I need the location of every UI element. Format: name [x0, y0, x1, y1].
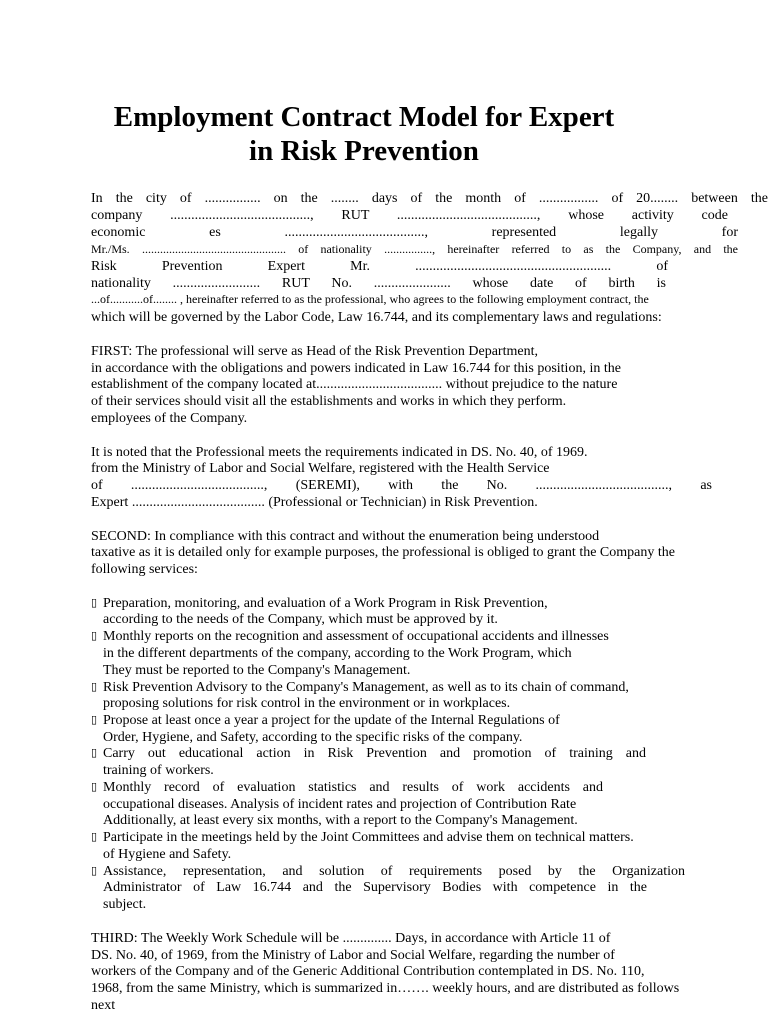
- list-item-continuation: of Hygiene and Safety.: [103, 847, 232, 862]
- list-item-continuation: Administrator of Law 16.744 and the Supervisory Bodies with competence in the: [103, 880, 647, 895]
- list-item: Propose at least once a year a project for the update of the Internal Regulations of: [103, 713, 560, 728]
- list-item: Monthly reports on the recognition and assessment of occupational accidents and illnesses: [103, 629, 609, 644]
- list-item-continuation: proposing solutions for risk control in the environment or in workplaces.: [103, 696, 511, 711]
- intro-line: which will be governed by the Labor Code, Law 16.744, and its complementary laws and regulations:: [91, 310, 662, 325]
- third-clause-line: next: [91, 998, 116, 1013]
- list-item: Preparation, monitoring, and evaluation of a Work Program in Risk Prevention,: [103, 596, 548, 611]
- intro-line: In the city of ................ on the ........ days of the month of ................. of 20........ between the: [91, 191, 768, 206]
- second-clause-line: following services:: [91, 562, 198, 577]
- list-item: Carry out educational action in Risk Prevention and promotion of training and: [103, 746, 646, 761]
- third-clause-line: DS. No. 40, of 1969, from the Ministry of Labor and Social Welfare, regarding the number of: [91, 948, 615, 963]
- list-item-continuation: subject.: [103, 897, 147, 912]
- first-clause-line: of their services should visit all the establishments and works in which they perform.: [91, 394, 567, 409]
- intro-line: Mr./Ms. ................................................ of nationality ................, hereinafter referred to as the Company, and the: [91, 242, 738, 256]
- noted-line: from the Ministry of Labor and Social Welfare, registered with the Health Service: [91, 461, 550, 476]
- first-clause-line: establishment of the company located at.................................... without prejudice to the nature: [91, 377, 618, 392]
- first-clause-line: FIRST: The professional will serve as Head of the Risk Prevention Department,: [91, 344, 538, 359]
- intro-line: economic es ........................................, represented legally for: [91, 225, 738, 240]
- list-item-continuation: in the different departments of the company, according to the Work Program, which: [103, 646, 572, 661]
- list-item: Monthly record of evaluation statistics and results of work accidents and: [103, 780, 603, 795]
- list-item-continuation: according to the needs of the Company, which must be approved by it.: [103, 612, 498, 627]
- list-item: Risk Prevention Advisory to the Company's Management, as well as to its chain of command,: [103, 680, 629, 695]
- bullet-icon: ▯: [91, 747, 98, 759]
- document-title: [0, 100, 728, 168]
- second-clause-line: SECOND: In compliance with this contract and without the enumeration being understood: [91, 529, 600, 544]
- list-item-continuation: training of workers.: [103, 763, 214, 778]
- third-clause-line: workers of the Company and of the Generic Additional Contribution contemplated in DS. No. 110,: [91, 964, 645, 979]
- noted-line: of ......................................, (SEREMI), with the No. ......................................, as: [91, 478, 712, 493]
- bullet-icon: ▯: [91, 714, 98, 726]
- intro-line: Risk Prevention Expert Mr. ........................................................ of: [91, 259, 668, 274]
- first-clause-line: employees of the Company.: [91, 411, 248, 426]
- list-item-continuation: They must be reported to the Company's Management.: [103, 663, 411, 678]
- noted-line: It is noted that the Professional meets the requirements indicated in DS. No. 40, of 1969.: [91, 445, 588, 460]
- second-clause-line: taxative as it is detailed only for example purposes, the professional is obliged to grant the Company the: [91, 545, 675, 560]
- bullet-icon: ▯: [91, 781, 98, 793]
- title-line-1: Employment Contract Model for Expert: [113, 101, 615, 133]
- list-item-continuation: Order, Hygiene, and Safety, according to the specific risks of the company.: [103, 730, 523, 745]
- bullet-icon: ▯: [91, 597, 98, 609]
- third-clause-line: 1968, from the same Ministry, which is summarized in……. weekly hours, and are distributed as follows: [91, 981, 680, 996]
- bullet-icon: ▯: [91, 630, 98, 642]
- intro-line: company ........................................, RUT ........................................, whose activity code: [91, 208, 728, 223]
- list-item: Assistance, representation, and solution of requirements posed by the Organization: [103, 864, 685, 879]
- list-item: Participate in the meetings held by the Joint Committees and advise them on technical matters.: [103, 830, 634, 845]
- bullet-icon: ▯: [91, 865, 98, 877]
- list-item-continuation: occupational diseases. Analysis of incident rates and projection of Contribution Rate: [103, 797, 577, 812]
- noted-line: Expert ...................................... (Professional or Technician) in Risk Prevention.: [91, 495, 538, 510]
- list-item-continuation: Additionally, at least every six months, with a report to the Company's Management.: [103, 813, 578, 828]
- title-line-2: in Risk Prevention: [249, 135, 479, 167]
- bullet-icon: ▯: [91, 831, 98, 843]
- first-clause-line: in accordance with the obligations and powers indicated in Law 16.744 for this position, in the: [91, 361, 621, 376]
- intro-line: ...of...........of........ , hereinafter referred to as the professional, who agrees to the following employment contract, the: [91, 292, 649, 306]
- third-clause-line: THIRD: The Weekly Work Schedule will be .............. Days, in accordance with Article 11 of: [91, 931, 611, 946]
- intro-line: nationality ......................... RUT No. ...................... whose date of birth is: [91, 276, 666, 291]
- bullet-icon: ▯: [91, 681, 98, 693]
